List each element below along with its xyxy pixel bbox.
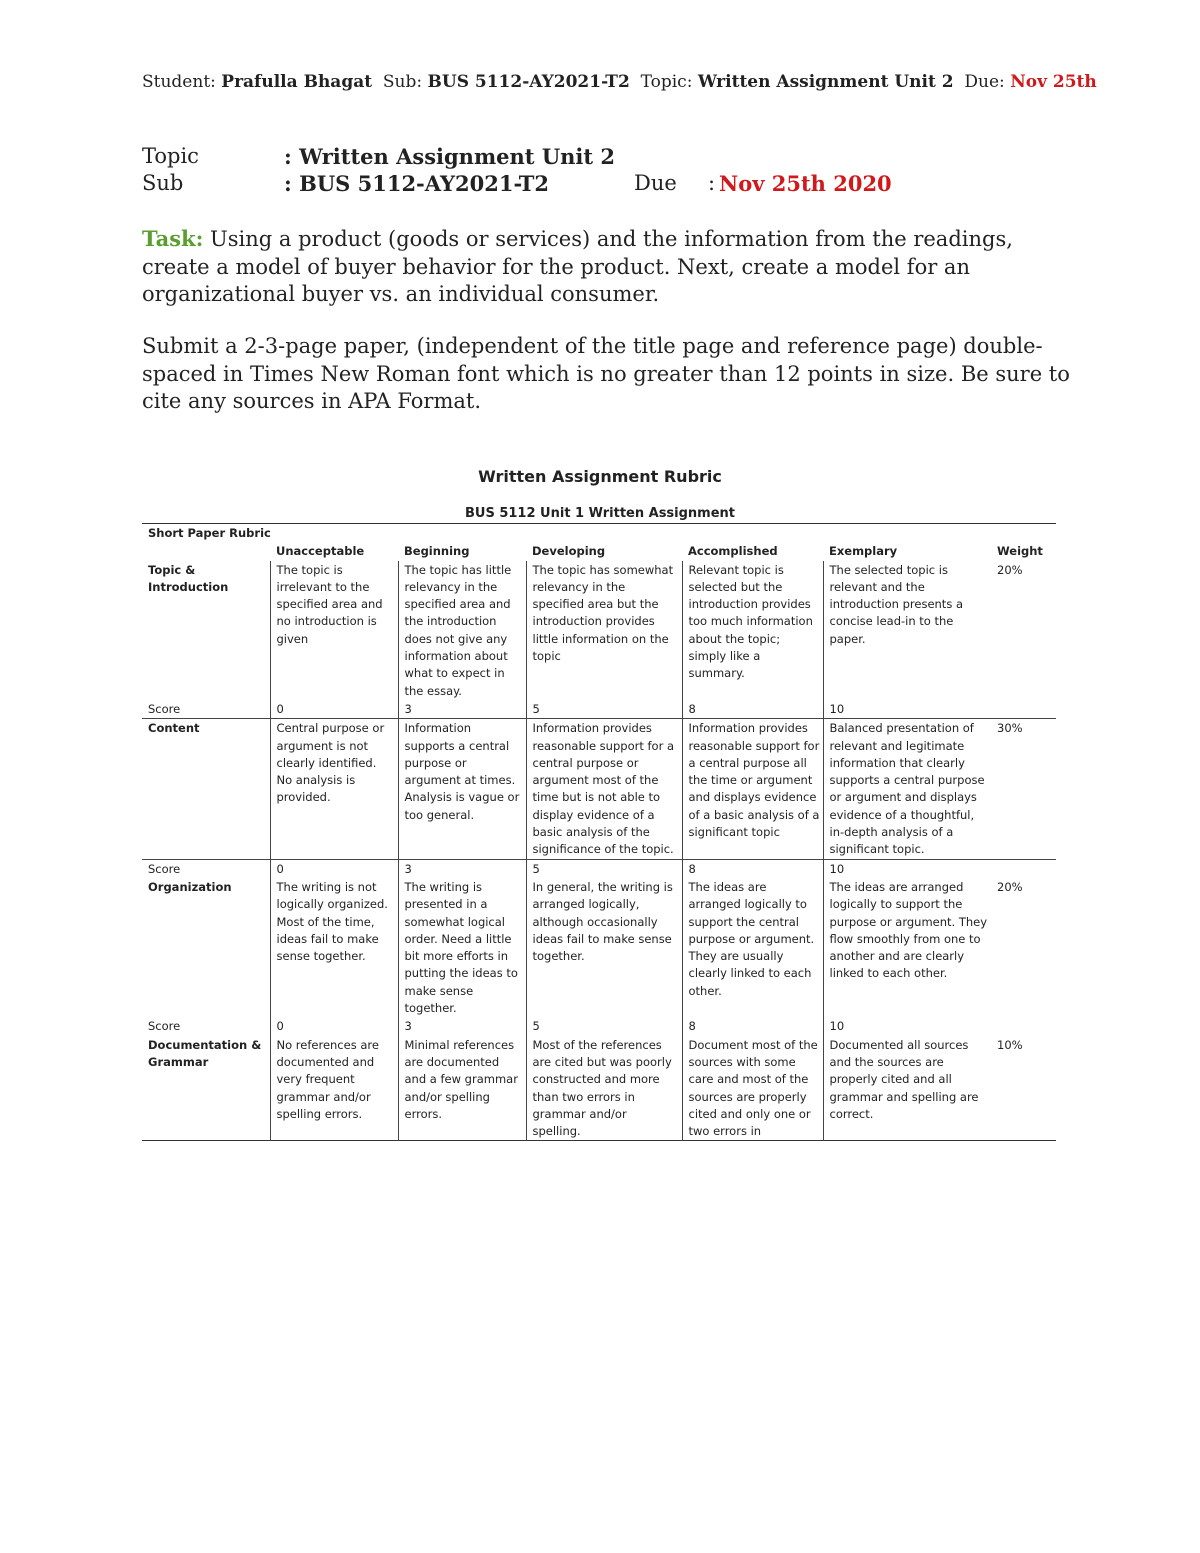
rubric-header-row — [142, 542, 1056, 560]
meta-due-value: Nov 25th 2020 — [719, 171, 892, 196]
rubric-label-row — [142, 524, 1056, 543]
score-value: 3 — [398, 700, 526, 719]
rubric-table-label: Short Paper Rubric — [148, 526, 271, 540]
submit-text: Submit a 2-3-page paper, (independent of the title page and reference page) double-spaced in Times New Roman font which is no greater than 12 points in size. Be sure to cite any sources in APA Format. — [142, 334, 1070, 413]
score-label: Score — [142, 859, 270, 878]
page-header — [142, 72, 1097, 92]
rubric-subtitle: BUS 5112 Unit 1 Written Assignment — [464, 506, 736, 521]
row-weight: 10% — [997, 1037, 1023, 1052]
meta-topic-label: Topic — [142, 144, 199, 168]
rubric-table — [142, 523, 1056, 1141]
col-exemplary: Exemplary — [829, 544, 898, 559]
rubric-cell: Information provides reasonable support for a central purpose or argument most of the time but is not able to display evidence of a basic analysis of the significance of the topic. — [526, 719, 682, 859]
meta-topic-row — [142, 144, 842, 172]
rubric-cell: Central purpose or argument is not clearly identified. No analysis is provided. — [270, 719, 398, 859]
rubric-title: Written Assignment Rubric — [478, 467, 722, 486]
rubric-cell: The topic has somewhat relevancy in the specified area but the introduction provides little information on the topic — [526, 561, 682, 700]
student-label: Student: — [142, 72, 216, 92]
row-weight: 20% — [997, 562, 1023, 577]
rubric-cell: Balanced presentation of relevant and legitimate information that clearly supports a central purpose or argument and displays evidence of a thoughtful, in-depth analysis of a significant topic. — [823, 719, 991, 859]
score-label: Score — [148, 1019, 181, 1034]
rubric-cell: The selected topic is relevant and the introduction presents a concise lead-in to the paper. — [823, 561, 991, 700]
student-name: Prafulla Bhagat — [221, 72, 373, 92]
sub-value: BUS 5112-AY2021-T2 — [427, 72, 630, 92]
rubric-cell: The ideas are arranged logically to support the central purpose or argument. They are usually clearly linked to each other. — [682, 878, 823, 1017]
rubric-cell: Information supports a central purpose or argument at times. Analysis is vague or too general. — [398, 719, 526, 859]
row-weight: 20% — [997, 879, 1023, 894]
rubric-cell: The writing is not logically organized. Most of the time, ideas fail to make sense together. — [270, 878, 398, 1017]
task-paragraph — [142, 225, 1072, 309]
score-value: 3 — [398, 1017, 526, 1035]
score-value: 10 — [823, 700, 991, 719]
score-row — [142, 859, 1056, 878]
rubric-cell: Minimal references are documented and a few grammar and/or spelling errors. — [398, 1036, 526, 1141]
score-row — [142, 1017, 1056, 1035]
rubric-cell: The writing is presented in a somewhat logical order. Need a little bit more efforts in putting the ideas to make sense together. — [398, 878, 526, 1017]
rubric-cell: The topic is irrelevant to the specified area and no introduction is given — [270, 561, 398, 700]
rubric-cell: No references are documented and very frequent grammar and/or spelling errors. — [270, 1036, 398, 1141]
rubric-row-content — [142, 719, 1056, 859]
meta-due-label: Due — [634, 171, 677, 195]
rubric-row-topic — [142, 561, 1056, 700]
rubric-cell: Most of the references are cited but was poorly constructed and more than two errors in grammar and/or spelling. — [526, 1036, 682, 1141]
task-label: Task: — [142, 226, 204, 251]
row-label: Content — [142, 719, 270, 859]
topic-label: Topic: — [640, 72, 693, 92]
col-unacceptable: Unacceptable — [276, 544, 365, 559]
score-value: 10 — [823, 859, 991, 878]
meta-sub-value: : BUS 5112-AY2021-T2 — [284, 171, 549, 196]
score-value: 8 — [682, 859, 823, 878]
score-label: Score — [148, 701, 181, 716]
due-value: Nov 25th — [1010, 72, 1097, 92]
meta-due-colon: : — [708, 171, 716, 195]
rubric-cell: The topic has little relevancy in the specified area and the introduction does not give any information about what to expect in the essay. — [398, 561, 526, 700]
row-label: Organization — [148, 879, 232, 894]
score-value: 0 — [270, 700, 398, 719]
col-weight: Weight — [997, 544, 1043, 559]
meta-sub-label: Sub — [142, 171, 184, 195]
score-value: 8 — [682, 700, 823, 719]
rubric-cell: Information provides reasonable support for a central purpose all the time or argument and displays evidence of a basic analysis of a significant topic — [682, 719, 823, 859]
rubric-row-documentation — [142, 1036, 1056, 1141]
row-label: Documentation & Grammar — [148, 1037, 262, 1069]
score-row — [142, 700, 1056, 719]
due-label: Due: — [964, 72, 1005, 92]
rubric-cell: Documented all sources and the sources are properly cited and all grammar and spelling are correct. — [823, 1036, 991, 1141]
rubric-row-organization — [142, 878, 1056, 1017]
col-beginning: Beginning — [404, 544, 470, 559]
sub-label: Sub: — [382, 72, 423, 92]
col-accomplished: Accomplished — [688, 544, 778, 559]
topic-value: Written Assignment Unit 2 — [697, 72, 954, 92]
submit-paragraph — [142, 333, 1072, 416]
score-value: 5 — [526, 700, 682, 719]
score-value: 3 — [398, 859, 526, 878]
rubric-cell: Relevant topic is selected but the introduction provides too much information about the topic; simply like a summary. — [682, 561, 823, 700]
score-value: 8 — [682, 1017, 823, 1035]
rubric-cell: In general, the writing is arranged logically, although occasionally ideas fail to make sense together. — [526, 878, 682, 1017]
rubric-cell: Document most of the sources with some care and most of the sources are properly cited and only one or two errors in — [682, 1036, 823, 1141]
score-value: 5 — [526, 859, 682, 878]
meta-topic-value: : Written Assignment Unit 2 — [284, 144, 615, 169]
row-weight: 30% — [991, 719, 1056, 859]
score-value: 0 — [270, 1017, 398, 1035]
meta-sub-row — [142, 171, 942, 199]
row-label: Topic & Introduction — [148, 562, 229, 594]
rubric-cell: The ideas are arranged logically to support the purpose or argument. They flow smoothly from one to another and are clearly linked to each other. — [823, 878, 991, 1017]
score-value: 10 — [823, 1017, 991, 1035]
score-value: 0 — [270, 859, 398, 878]
task-text: Using a product (goods or services) and the information from the readings, create a model of buyer behavior for the product. Next, create a model for an organizational buyer vs. an individual consumer. — [142, 227, 1013, 306]
score-value: 5 — [526, 1017, 682, 1035]
col-developing: Developing — [532, 544, 606, 559]
